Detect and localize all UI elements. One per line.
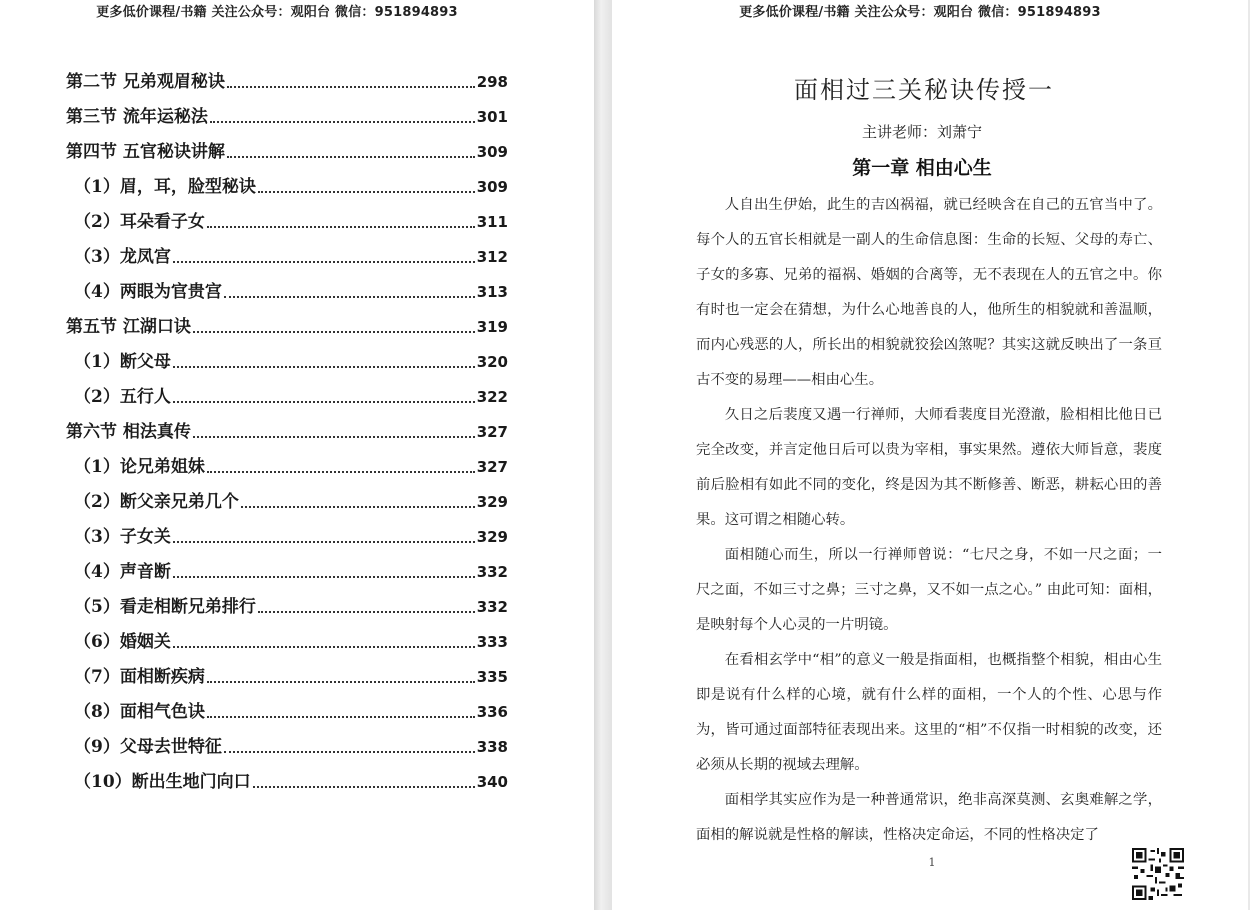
toc-entry — [66, 420, 508, 455]
toc-entry — [66, 385, 508, 420]
toc-entry — [66, 700, 508, 735]
toc-leader-dots — [241, 505, 475, 508]
toc-leader-dots — [253, 785, 475, 788]
toc-entry-title: 第四节 五官秘诀讲解 — [66, 142, 225, 162]
paragraph: 面相学其实应作为是一种普通常识，绝非高深莫测、玄奥难解之学，面相的解说就是性格的解读，性格决定命运，不同的性格决定了 — [696, 792, 1162, 843]
paragraph: 久日之后裴度又遇一行禅师，大师看裴度目光澄澈，脸相相比他日已完全改变，并言定他日后可以贵为宰相，事实果然。遵依大师旨意，裴度前后脸相有如此不同的变化，终是因为其不断修善、断恶，耕耘心田的善果。这可谓之相随心转。 — [696, 407, 1162, 528]
page-header: 更多低价课程/书籍 关注公众号：观阳台 微信：951894893 — [96, 5, 458, 20]
chapter-heading: 第一章 相由心生 — [852, 157, 992, 179]
toc-leader-dots — [173, 540, 475, 543]
toc-entry-page: 327 — [476, 423, 508, 441]
toc-entry-title: 第五节 江湖口诀 — [66, 317, 191, 337]
toc-entry-page: 332 — [476, 598, 508, 616]
toc-entry — [66, 630, 508, 665]
toc-entry — [66, 560, 508, 595]
toc-entry-title: （2）五行人 — [74, 387, 171, 407]
toc-leader-dots — [173, 645, 475, 648]
toc-entry — [66, 175, 508, 210]
toc-entry-title: （7）面相断疾病 — [74, 667, 205, 687]
toc-entry-title: （4）两眼为官贵宫 — [74, 282, 222, 302]
body-text — [696, 188, 1162, 853]
toc-entry-title: （9）父母去世特征 — [74, 737, 222, 757]
toc-entry-page: 336 — [476, 703, 508, 721]
toc-leader-dots — [258, 190, 475, 193]
toc-entry — [66, 70, 508, 105]
toc-entry-page: 313 — [476, 283, 508, 301]
toc-leader-dots — [207, 680, 475, 683]
toc-entry — [66, 455, 508, 490]
toc-entry-title: （5）看走相断兄弟排行 — [74, 597, 256, 617]
toc-entry — [66, 490, 508, 525]
toc-leader-dots — [173, 365, 475, 368]
paragraph: 人自出生伊始，此生的吉凶祸福，就已经映含在自己的五官当中了。每个人的五官长相就是一副人的生命信息图：生命的长短、父母的寿亡、子女的多寡、兄弟的福祸、婚姻的合离等，无不表现在人的五官之中。你有时也一定会在猜想，为什么心地善良的人，他所生的相貌就和善温顺，而内心残恶的人，所长出的相貌就狡狯凶煞呢？其实这就反映出了一条亘古不变的易理——相由心生。 — [696, 197, 1162, 388]
toc-entry-title: （2）耳朵看子女 — [74, 212, 205, 232]
toc-leader-dots — [193, 330, 475, 333]
toc-entry — [66, 315, 508, 350]
toc-entry-page: 335 — [476, 668, 508, 686]
toc-leader-dots — [210, 120, 475, 123]
toc-entry-page: 332 — [476, 563, 508, 581]
toc-entry — [66, 735, 508, 770]
toc-leader-dots — [173, 575, 475, 578]
toc-entry — [66, 210, 508, 245]
toc-entry-page: 319 — [476, 318, 508, 336]
toc-entry-page: 333 — [476, 633, 508, 651]
toc-leader-dots — [193, 435, 475, 438]
page-number: 1 — [928, 856, 936, 869]
toc-entry-page: 320 — [476, 353, 508, 371]
toc-entry-title: （10）断出生地门向口 — [74, 772, 251, 792]
toc-leader-dots — [207, 470, 475, 473]
toc-leader-dots — [173, 260, 475, 263]
table-of-contents — [66, 70, 508, 805]
paragraph: 在看相玄学中“相”的意义一般是指面相，也概指整个相貌，相由心生即是说有什么样的心境，就有什么样的面相，一个人的个性、心思与作为，皆可通过面部特征表现出来。这里的“相”不仅指一时相貌的改变，还必须从长期的视域去理解。 — [696, 652, 1162, 773]
toc-entry-page: 340 — [476, 773, 508, 791]
toc-entry-page: 301 — [476, 108, 508, 126]
toc-entry-title: 第六节 相法真传 — [66, 422, 191, 442]
toc-entry-page: 329 — [476, 528, 508, 546]
toc-entry — [66, 140, 508, 175]
toc-entry-title: 第三节 流年运秘法 — [66, 107, 208, 127]
toc-entry-page: 329 — [476, 493, 508, 511]
toc-leader-dots — [258, 610, 475, 613]
toc-entry-title: （4）声音断 — [74, 562, 171, 582]
right-page — [612, 0, 1248, 910]
toc-entry-title: （2）断父亲兄弟几个 — [74, 492, 239, 512]
lecturer-line: 主讲老师：刘萧宁 — [861, 123, 982, 141]
toc-entry-page: 338 — [476, 738, 508, 756]
paragraph: 面相随心而生，所以一行禅师曾说：“七尺之身，不如一尺之面；一尺之面，不如三寸之鼻；三寸之鼻，又不如一点之心。” 由此可知：面相，是映射每个人心灵的一片明镜。 — [696, 547, 1162, 633]
toc-entry-page: 298 — [476, 73, 508, 91]
toc-entry-page: 312 — [476, 248, 508, 266]
page-gutter — [594, 0, 612, 910]
document-title: 面相过三关秘诀传授一 — [794, 76, 1054, 104]
toc-leader-dots — [227, 85, 475, 88]
toc-entry-page: 309 — [476, 143, 508, 161]
toc-leader-dots — [224, 295, 475, 298]
toc-entry-page: 322 — [476, 388, 508, 406]
toc-entry-page: 327 — [476, 458, 508, 476]
page-header: 更多低价课程/书籍 关注公众号：观阳台 微信：951894893 — [739, 5, 1101, 20]
toc-entry — [66, 280, 508, 315]
toc-entry — [66, 770, 508, 805]
toc-leader-dots — [227, 155, 475, 158]
toc-entry-title: （3）龙凤宫 — [74, 247, 171, 267]
toc-entry — [66, 350, 508, 385]
toc-entry — [66, 665, 508, 700]
toc-entry-title: （1）断父母 — [74, 352, 171, 372]
toc-entry — [66, 595, 508, 630]
toc-leader-dots — [207, 225, 475, 228]
toc-entry-page: 309 — [476, 178, 508, 196]
toc-leader-dots — [173, 400, 475, 403]
toc-entry — [66, 105, 508, 140]
toc-leader-dots — [224, 750, 475, 753]
toc-entry-title: 第二节 兄弟观眉秘诀 — [66, 72, 225, 92]
qr-code-icon — [1132, 848, 1184, 900]
toc-entry-page: 311 — [476, 213, 508, 231]
toc-entry-title: （8）面相气色诀 — [74, 702, 205, 722]
toc-leader-dots — [207, 715, 475, 718]
toc-entry-title: （1）论兄弟姐妹 — [74, 457, 205, 477]
toc-entry — [66, 525, 508, 560]
toc-entry-title: （1）眉，耳，脸型秘诀 — [74, 177, 256, 197]
left-page — [0, 0, 594, 910]
toc-entry-title: （6）婚姻关 — [74, 632, 171, 652]
toc-entry-title: （3）子女关 — [74, 527, 171, 547]
toc-entry — [66, 245, 508, 280]
